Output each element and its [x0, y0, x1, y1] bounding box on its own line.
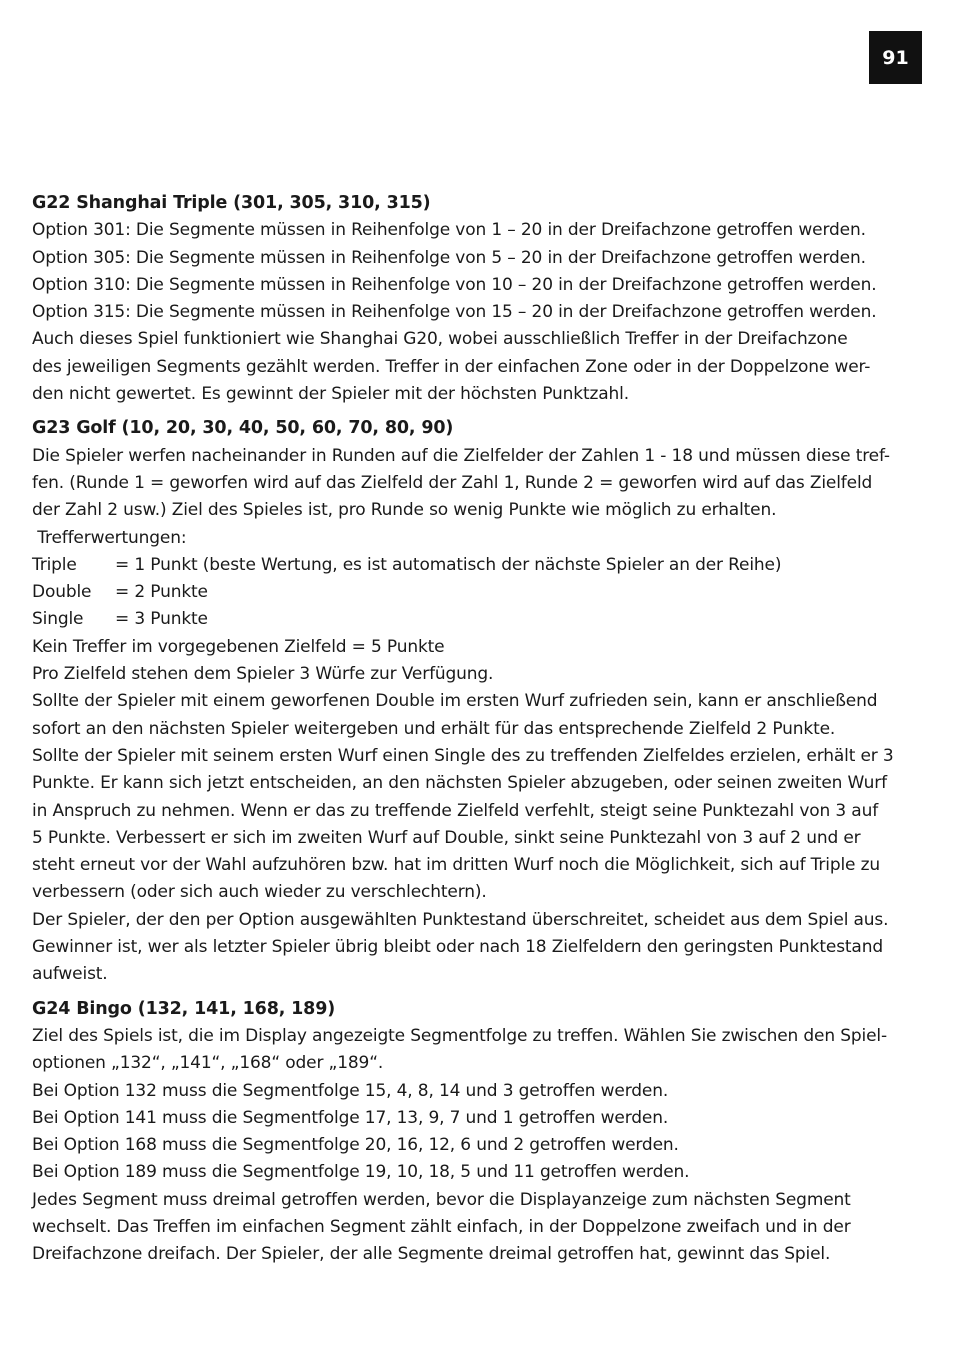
page-number-badge: 91	[869, 31, 922, 84]
paragraph-line: Trefferwertungen:	[32, 527, 187, 548]
paragraph-line: Option 315: Die Segmente müssen in Reihenfolge von 15 – 20 in der Dreifachzone getroffen werden.	[32, 302, 877, 323]
paragraph-line: Die Spieler werfen nacheinander in Runden auf die Zielfelder der Zahlen 1 - 18 und müssen diese tref-	[32, 445, 890, 466]
paragraph-line: den nicht gewertet. Es gewinnt der Spieler mit der höchsten Punktzahl.	[32, 384, 630, 405]
section-heading-g24: G24 Bingo (132, 141, 168, 189)	[32, 998, 336, 1019]
paragraph-line: Sollte der Spieler mit einem geworfenen Double im ersten Wurf zufrieden sein, kann er anschließend	[32, 691, 878, 712]
paragraph-line: Kein Treffer im vorgegebenen Zielfeld = 5 Punkte	[32, 636, 445, 657]
paragraph-line: wechselt. Das Treffen im einfachen Segment zählt einfach, in der Doppelzone zweifach und in der	[32, 1216, 851, 1237]
paragraph-line: Gewinner ist, wer als letzter Spieler übrig bleibt oder nach 18 Zielfeldern den geringsten Punktestand	[32, 937, 883, 958]
paragraph-line: Option 310: Die Segmente müssen in Reihenfolge von 10 – 20 in der Dreifachzone getroffen werden.	[32, 274, 877, 295]
manual-content	[32, 190, 924, 1269]
paragraph-line: Bei Option 132 muss die Segmentfolge 15, 4, 8, 14 und 3 getroffen werden.	[32, 1080, 669, 1101]
paragraph-line: Punkte. Er kann sich jetzt entscheiden, an den nächsten Spieler abzugeben, oder seinen zweiten Wurf	[32, 773, 887, 794]
paragraph-line: Option 305: Die Segmente müssen in Reihenfolge von 5 – 20 in der Dreifachzone getroffen werden.	[32, 247, 866, 268]
paragraph-line: Der Spieler, der den per Option ausgewählten Punktestand überschreitet, scheidet aus dem Spiel aus.	[32, 909, 889, 930]
paragraph-line: Ziel des Spiels ist, die im Display angezeigte Segmentfolge zu treffen. Wählen Sie zwischen den Spiel-	[32, 1025, 887, 1046]
paragraph-line: optionen „132“, „141“, „168“ oder „189“.	[32, 1053, 384, 1074]
paragraph-line: Bei Option 189 muss die Segmentfolge 19, 10, 18, 5 und 11 getroffen werden.	[32, 1162, 690, 1183]
scoring-value: = 3 Punkte	[115, 609, 208, 630]
paragraph-line: in Anspruch zu nehmen. Wenn er das zu treffende Zielfeld verfehlt, steigt seine Punktezahl von 3 auf	[32, 800, 879, 821]
paragraph-line: Auch dieses Spiel funktioniert wie Shanghai G20, wobei ausschließlich Treffer in der Dreifachzone	[32, 329, 848, 350]
scoring-label: Triple	[32, 554, 77, 575]
scoring-row-triple	[32, 552, 924, 579]
paragraph-line: verbessern (oder sich auch wieder zu verschlechtern).	[32, 882, 487, 903]
scoring-value: = 1 Punkt (beste Wertung, es ist automatisch der nächste Spieler an der Reihe)	[115, 554, 782, 575]
paragraph-line: Sollte der Spieler mit seinem ersten Wurf einen Single des zu treffenden Zielfeldes erzielen, erhält er 3	[32, 745, 894, 766]
paragraph-line: Dreifachzone dreifach. Der Spieler, der alle Segmente dreimal getroffen hat, gewinnt das Spiel.	[32, 1244, 831, 1265]
paragraph-line: aufweist.	[32, 964, 108, 985]
scoring-value: = 2 Punkte	[115, 582, 208, 603]
paragraph-line: 5 Punkte. Verbessert er sich im zweiten Wurf auf Double, sinkt seine Punktezahl von 3 auf 2 und er	[32, 827, 861, 848]
paragraph-line: sofort an den nächsten Spieler weitergeben und erhält für das entsprechende Zielfeld 2 Punkte.	[32, 718, 836, 739]
section-heading-g23: G23 Golf (10, 20, 30, 40, 50, 60, 70, 80, 90)	[32, 418, 454, 439]
scoring-row-double	[32, 579, 924, 606]
paragraph-line: Bei Option 168 muss die Segmentfolge 20, 16, 12, 6 und 2 getroffen werden.	[32, 1135, 679, 1156]
scoring-row-single	[32, 606, 924, 633]
paragraph-line: des jeweiligen Segments gezählt werden. Treffer in der einfachen Zone oder in der Doppelzone wer-	[32, 356, 871, 377]
scoring-label: Double	[32, 582, 92, 603]
paragraph-line: der Zahl 2 usw.) Ziel des Spieles ist, pro Runde so wenig Punkte wie möglich zu erhalten.	[32, 500, 777, 521]
section-heading-g22: G22 Shanghai Triple (301, 305, 310, 315)	[32, 193, 431, 213]
scoring-label: Single	[32, 609, 84, 630]
paragraph-line: Pro Zielfeld stehen dem Spieler 3 Würfe zur Verfügung.	[32, 664, 494, 685]
paragraph-line: steht erneut vor der Wahl aufzuhören bzw. hat im dritten Wurf noch die Möglichkeit, sich auf Triple zu	[32, 855, 880, 876]
paragraph-line: Bei Option 141 muss die Segmentfolge 17, 13, 9, 7 und 1 getroffen werden.	[32, 1107, 669, 1128]
paragraph-line: Jedes Segment muss dreimal getroffen werden, bevor die Displayanzeige zum nächsten Segment	[32, 1189, 851, 1210]
paragraph-line: Option 301: Die Segmente müssen in Reihenfolge von 1 – 20 in der Dreifachzone getroffen werden.	[32, 220, 866, 241]
paragraph-line: fen. (Runde 1 = geworfen wird auf das Zielfeld der Zahl 1, Runde 2 = geworfen wird auf das Zielfeld	[32, 472, 873, 493]
